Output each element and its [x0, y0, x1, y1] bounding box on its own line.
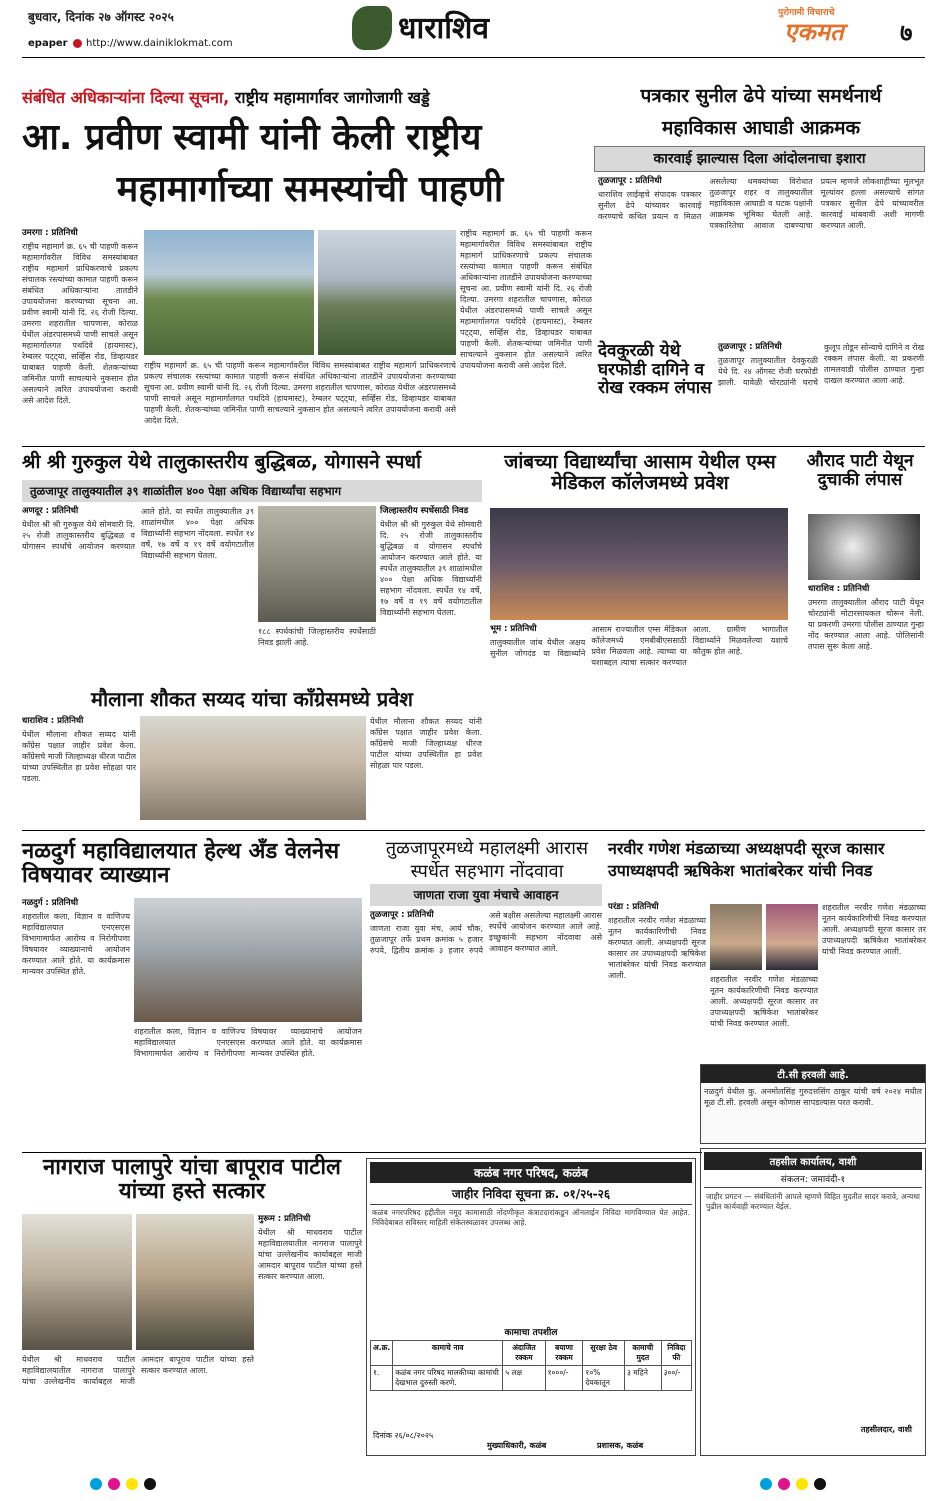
brand-logo: एकमत	[784, 18, 844, 46]
right-headline-1: पत्रकार सुनील ढेपे यांच्या समर्थनार्थ	[640, 85, 882, 107]
theft-byline: तुळजापूर : प्रतिनिधी	[718, 342, 782, 352]
palapure-headline: नागराज पालापुरे यांचा बापूराव पाटील यांच्या हस्ते सत्कार	[43, 1155, 341, 1205]
website-url[interactable]: http://www.dainiklokmat.com	[86, 38, 233, 49]
table-row	[371, 1366, 692, 1391]
black-dot	[814, 1478, 826, 1490]
ganesh-text-3: शहरातील नरवीर गणेश मंडळाच्या नूतन कार्यकारिणीची निवड करण्यात आली. अध्यक्षपदी सूरज कासार तर उपाध्यक्षपदी ऋषिकेश भातांबरेकर यांची निवड करण्यात आली.	[822, 903, 926, 956]
ganesh-photo-2	[766, 904, 818, 970]
tc-notice	[700, 1064, 926, 1144]
top-photo	[144, 230, 314, 355]
palapure-body: येथील श्री माधवराव पाटील महाविद्यालयातील नागराज पालापुरे यांचा उल्लेखनीय कार्याबद्दल माजी आमदार बापूराव पाटील यांच्या हस्ते सत्कार करण्यात आला.	[258, 1228, 362, 1281]
maulana-headline: मौलाना शौकत सय्यद यांचा काँग्रेसमध्ये प्रवेश	[91, 687, 413, 711]
palapure-byline: मुरूम : प्रतिनिधी	[258, 1214, 311, 1224]
black-dot	[144, 1478, 156, 1490]
naldurg-text-2: शहरातील कला, विज्ञान व वाणिज्य महाविद्यालयात एनएसएस विभागामार्फत आरोग्य व निरोगीपणा विषयावर व्याख्यानाचे आयोजन करण्यात आले होते. या कार्यक्रमास मान्यवर उपस्थित होते.	[134, 1027, 362, 1058]
mahalaxmi-strap-text: जाणता राजा युवा मंचाचे आवाहन	[413, 888, 559, 902]
tender-table-header	[371, 1341, 692, 1366]
yellow-dot	[126, 1478, 138, 1490]
gurukul-results-text: येथील श्री श्री गुरुकुल येथे सोमवारी दि. २५ रोजी तालुकास्तरीय बुद्धिबळ व योगासन स्पर्धांचे आयोजन करण्यात आले होते. या स्पर्धेत तालुक्यातील ३९ शाळांमधील ४०० पेक्षा अधिक विद्यार्थ्यांनी सहभाग नोंदवला. स्पर्धेत १४ वर्षे, १७ वर्षे व १९ वर्षे वयोगटातील विद्यार्थ्यांनी सहभाग घेतला.	[380, 520, 482, 617]
td-work: कळंब नगर परिषद मालकीच्या कामांची देखभाल दुरुस्ती करणे.	[393, 1366, 503, 1391]
right-strap	[594, 146, 925, 172]
kicker-line	[22, 86, 592, 108]
naldurg-body: शहरातील कला, विज्ञान व वाणिज्य महाविद्यालयात एनएसएस विभागामार्फत आरोग्य व निरोगीपणा विषयावर व्याख्यानाचे आयोजन करण्यात आले होते. या कार्यक्रमास मान्यवर उपस्थित होते.	[22, 912, 130, 976]
aiims-photo	[490, 508, 788, 620]
palapure-photo-2	[136, 1214, 254, 1350]
ganesh-photo-1	[710, 904, 762, 970]
right-headline-2: महाविकास आघाडी आक्रमक	[661, 117, 861, 139]
tender-table-title: कामाचा तपशील	[504, 1328, 558, 1338]
aiims-body: तालुक्यातील जांब येथील अक्षय सुनील जोगदंड या विद्यार्थ्याने आसाम राज्यातील एम्स मेडिकल कॉलेजमध्ये एमबीबीएससाठी प्रवेश मिळवला आहे. त्याच्या या यशाबद्दल त्याचा सत्कार करण्यात आला. ग्रामीण भागातील विद्यार्थ्याने मिळवलेल्या यशाचे कौतुक होत आहे.	[490, 625, 788, 667]
tender-sign-right: प्रशासक, कळंब	[597, 1441, 644, 1450]
top-headline-2: महामार्गाच्या समस्यांची पाहणी	[116, 169, 504, 210]
naldurg-text	[22, 898, 130, 1148]
divider-1	[22, 446, 925, 447]
magenta-dot	[108, 1478, 120, 1490]
maulana-body: येथील मौलाना शौकत सय्यद यांनी काँग्रेस पक्षात जाहीर प्रवेश केला. काँग्रेसचे माजी जिल्हाध्यक्ष धीरज पाटील यांच्या उपस्थितीत हा प्रवेश सोहळा पार पडला.	[22, 730, 136, 783]
td-emd: १०००/-	[545, 1366, 583, 1391]
td-fee: ३००/-	[661, 1366, 691, 1391]
td-sr: १.	[371, 1366, 393, 1391]
gurukul-body: येथील श्री श्री गुरुकुल येथे सोमवारी दि. २५ रोजी तालुकास्तरीय बुद्धिबळ व योगासन स्पर्धांचे आयोजन करण्यात आले होते. या स्पर्धेत तालुक्यातील ३९ शाळांमधील ४०० पेक्षा अधिक विद्यार्थ्यांनी सहभाग नोंदवला. स्पर्धेत १४ वर्षे, १७ वर्षे व १९ वर्षे वयोगटातील विद्यार्थ्यांनी सहभाग घेतला.	[22, 507, 254, 560]
globe-icon	[73, 39, 82, 48]
td-security: १०% देयकातून	[583, 1366, 625, 1391]
gurukul-text	[22, 506, 254, 686]
mahalaxmi-body: जाणता राजा युवा मंच, आर्य चौक, तुळजापूर तर्फे प्रथम क्रमांक ५ हजार रुपये, द्वितीय क्रमांक ३ हजार रुपये असे बक्षीस असलेल्या महालक्ष्मी आरास स्पर्धेचे आयोजन करण्यात आले आहे. इच्छुकांनी सहभाग नोंदवावा असे आवाहन करण्यात आले.	[370, 911, 602, 955]
epaper-label: epaper	[28, 38, 68, 49]
tender-subtitle: जाहीर निविदा सूचना क्र. ०१/२५-२६	[370, 1183, 692, 1205]
divider-3	[22, 1152, 702, 1153]
kicker-rest: राष्ट्रीय महामार्गावर जागोजागी खड्डे	[234, 88, 430, 107]
th-period: कामाची मुदत	[625, 1341, 662, 1366]
gurukul-results	[380, 506, 482, 686]
top-photo-2	[318, 230, 456, 355]
top-text: राष्ट्रीय महामार्ग क्र. ६५ ची पाहणी करून महामार्गावरील विविध समस्यांबाबत राष्ट्रीय महामार्ग प्राधिकरणाचे प्रकल्प संचालक रस्त्यांच्या कामात पाहणी करून संबंधित अधिकाऱ्यांना तातडीने उपाययोजना करण्याच्या सूचना आ. प्रवीण स्वामी यांनी दि. २६ रोजी दिल्या. उमरगा शहरातील चापणास, कोराळ येथील अंडरपासमध्ये पाणी साचले असून महामार्गालगत पथदिवे (हायमास्ट), रेम्बलर पट्ट्या, सर्व्हिस रोड, डिव्हायडर याबाबत पाहणी केली. शेतकऱ्यांच्या जमिनीत पाणी साचल्याने नुकसान होत असल्याने त्वरित उपाययोजना करावी असे आदेश दिले.	[22, 242, 138, 405]
th-security: सुरक्षा ठेव	[583, 1341, 625, 1366]
tender-notice	[366, 1158, 696, 1456]
td-period: ३ महिने	[625, 1366, 662, 1391]
tc-notice-text: नळदुर्ग येथील कु. अनमोलसिंह गुरुदत्तसिंग ठाकूर यांची वर्ष २०२४ मधील मूळ टी.सी. हरवली असून कोणास सापडल्यास परत करावी.	[704, 1087, 922, 1107]
gurukul-strap	[22, 480, 482, 502]
top-headline-1: आ. प्रवीण स्वामी यांनी केली राष्ट्रीय	[22, 117, 482, 158]
th-work: कामाचे नाव	[393, 1341, 503, 1366]
cyan-dot	[760, 1478, 772, 1490]
theft-body: तुळजापूर तालुक्यातील देवकुरळी येथे दि. २४ ऑगस्ट रोजी घरफोडी झाली. यावेळी चोरट्यांनी घराचे कुलूप तोडून सोन्याचे दागिने व रोख रक्कम लंपास केली. या प्रकरणी तामलवाडी पोलीस ठाण्यात गुन्हा दाखल करण्यात आला आहे.	[718, 343, 924, 387]
aiims-headline: जांबच्या विद्यार्थ्यांचा आसाम येथील एम्स मेडिकल कॉलेजमध्ये प्रवेश	[504, 451, 776, 494]
tender-table	[370, 1340, 692, 1391]
tahsil-subtitle: संकलन: जमावंदी-१	[704, 1170, 922, 1188]
top-story-cont-2: राष्ट्रीय महामार्ग क्र. ६५ ची पाहणी करून महामार्गावरील विविध समस्यांबाबत राष्ट्रीय महामार्ग प्राधिकरणाचे प्रकल्प संचालक रस्त्यांच्या कामात पाहणी करून संबंधित अधिकाऱ्यांना तातडीने उपाययोजना करण्याच्या सूचना आ. प्रवीण स्वामी यांनी दि. २६ रोजी दिल्या. उमरगा शहरातील चापणास, कोराळ येथील अंडरपासमध्ये पाणी साचले असून महामार्गालगत पथदिवे (हायमास्ट), रेम्बलर पट्ट्या, सर्व्हिस रोड, डिव्हायडर याबाबत पाहणी केली. शेतकऱ्यांच्या जमिनीत पाणी साचल्याने नुकसान होत असल्याने त्वरित उपाययोजना करावी असे आदेश दिले.	[460, 229, 592, 370]
palapure-photo-1	[22, 1214, 132, 1350]
mahalaxmi-headline: तुळजापूरमध्ये महालक्ष्मी आरास स्पर्धेत सहभाग नोंदवावा	[385, 838, 589, 882]
ausa-text	[808, 584, 924, 824]
th-sr: अ.क्र.	[371, 1341, 393, 1366]
maulana-text-2: येथील मौलाना शौकत सय्यद यांनी काँग्रेस पक्षात जाहीर प्रवेश केला. काँग्रेसचे माजी जिल्हाध्यक्ष धीरज पाटील यांच्या उपस्थितीत हा प्रवेश सोहळा पार पडला.	[370, 717, 482, 770]
mahalaxmi-strap	[370, 884, 602, 906]
masthead	[0, 0, 945, 78]
registration-marks-right	[760, 1478, 880, 1492]
maulana-photo	[140, 716, 366, 820]
right-strap-text: कारवाई झाल्यास दिला आंदोलनाचा इशारा	[653, 151, 866, 167]
naldurg-photo	[134, 898, 362, 1022]
tahsil-text: जाहीर प्रगटन — संबंधितांनी आपले म्हणणे विहित मुदतीत सादर करावे, अन्यथा पुढील कार्यवाही करण्यात येईल.	[706, 1192, 920, 1211]
section-title: धाराशिव	[398, 11, 490, 46]
gurukul-photo	[258, 506, 376, 622]
ganesh-headline: नरवीर गणेश मंडळाच्या अध्यक्षपदी सूरज कासार उपाध्यक्षपदी ऋषिकेश भातांबरेकर यांची निवड	[608, 839, 885, 880]
right-byline: तुळजापूर : प्रतिनिधी	[598, 176, 662, 186]
ganesh-body: शहरातील नरवीर गणेश मंडळाच्या नूतन कार्यकारिणीची निवड करण्यात आली. अध्यक्षपदी सूरज कासार तर उपाध्यक्षपदी ऋषिकेश भातांबरेकर यांची निवड करण्यात आली.	[608, 916, 706, 980]
naldurg-byline: नळदुर्ग : प्रतिनिधी	[22, 898, 79, 908]
mahalaxmi-byline: तुळजापूर : प्रतिनिधी	[370, 910, 434, 920]
tender-title: कळंब नगर परिषद, कळंब	[370, 1162, 692, 1183]
tender-date: दिनांक २६/०८/२०२५	[373, 1431, 434, 1440]
registration-marks-left	[90, 1478, 210, 1492]
gurukul-results-title: जिल्हास्तरीय स्पर्धेसाठी निवड	[380, 506, 469, 516]
cyan-dot	[90, 1478, 102, 1490]
ganesh-text-2: शहरातील नरवीर गणेश मंडळाच्या नूतन कार्यकारिणीची निवड करण्यात आली. अध्यक्षपदी सूरज कासार तर उपाध्यक्षपदी ऋषिकेश भातांबरेकर यांची निवड करण्यात आली.	[710, 975, 818, 1028]
page-number: ७	[900, 19, 913, 47]
gurukul-byline: अणदूर : प्रतिनिधी	[22, 506, 79, 516]
map-icon	[352, 6, 392, 50]
maulana-byline: धाराशिव : प्रतिनिधी	[22, 716, 84, 726]
th-fee: निविदा फी	[661, 1341, 691, 1366]
tahsil-title: तहसील कार्यालय, वाशी	[704, 1152, 922, 1170]
magenta-dot	[778, 1478, 790, 1490]
theft-headline: देवकुरळी येथे घरफोडी दागिने व रोख रक्कम लंपास	[598, 341, 712, 399]
masthead-rule	[22, 57, 925, 58]
palapure-text-2: येथील श्री माधवराव पाटील महाविद्यालयातील नागराज पालापुरे यांचा उल्लेखनीय कार्याबद्दल माजी आमदार बापूराव पाटील यांच्या हस्ते सत्कार करण्यात आला.	[22, 1355, 254, 1386]
th-emd: बयाणा रक्कम	[545, 1341, 583, 1366]
td-estimate: ५ लक्ष	[503, 1366, 545, 1391]
gurukul-strap-text: तुळजापूर तालुक्यातील ३९ शाळांतील ४०० पेक्षा अधिक विद्यार्थ्यांचा सहभाग	[30, 484, 342, 498]
top-byline: उमरगा : प्रतिनिधी	[22, 228, 78, 238]
tc-notice-title: टी.सी हरवली आहे.	[701, 1065, 925, 1083]
masthead-date: बुधवार, दिनांक २७ ऑगस्ट २०२५	[28, 10, 174, 24]
top-story-cont: राष्ट्रीय महामार्ग क्र. ६५ ची पाहणी करून महामार्गावरील विविध समस्यांबाबत राष्ट्रीय महामार्ग प्राधिकरणाचे प्रकल्प संचालक रस्त्यांच्या कामात पाहणी करून संबंधित अधिकाऱ्यांना तातडीने उपाययोजना करण्याच्या सूचना आ. प्रवीण स्वामी यांनी दि. २६ रोजी दिल्या. उमरगा शहरातील चापणास, कोराळ येथील अंडरपासमध्ये पाणी साचले असून महामार्गालगत पथदिवे (हायमास्ट), रेम्बलर पट्ट्या, सर्व्हिस रोड, डिव्हायडर याबाबत पाहणी केली. शेतकऱ्यांच्या जमिनीत पाणी साचल्याने नुकसान होत असल्याने त्वरित उपाययोजना करावी असे आदेश दिले.	[144, 361, 456, 425]
th-estimate: अंदाजित रक्कम	[503, 1341, 545, 1366]
aiims-text	[490, 624, 788, 824]
kicker-red: संबंधित अधिकाऱ्यांना दिल्या सूचना,	[22, 88, 230, 107]
ausa-headline: औराद पाटी येथून दुचाकी लंपास	[806, 451, 914, 490]
yellow-dot	[796, 1478, 808, 1490]
ganesh-byline: परंडा : प्रतिनिधी	[608, 902, 659, 912]
right-text: धाराशिव लाईव्हचे संपादक पत्रकार सुनील ढेपे यांच्यावर कारवाई करण्याचे कथित प्रयत्न व मिळत असलेल्या धमक्यांच्या विरोधात तुळजापूर शहर व तालुक्यातील महाविकास आघाडी व घटक पक्षांनी आक्रमक भूमिका घेतली आहे. पत्रकारितेचा आवाज दाबण्याचा प्रयत्न म्हणजे लोकशाहीच्या मूलभूत मूल्यांवर हल्ला असल्याचे सांगत पत्रकार सुनील ढेपे यांच्यावरील कारवाई थांबवावी अशी मागणी करण्यात आली.	[598, 177, 924, 230]
ausa-body: उमरगा तालुक्यातील औराद पाटी येथून चोरट्यांनी मोटारसायकल चोरून नेली. या प्रकरणी उमरगा पोलीस ठाण्यात गुन्हा नोंद करण्यात आला आहे. पोलिसांनी तपास सुरू केला आहे.	[808, 598, 924, 651]
gurukul-caption: १८८ स्पर्धकांची जिल्हास्तरीय स्पर्धेसाठी निवड झाली आहे.	[258, 627, 376, 647]
brand-tag: पुरोगामी विचाराचे	[778, 8, 835, 18]
mahalaxmi-text	[370, 910, 602, 1150]
theft-text	[718, 342, 924, 442]
ausa-byline: धाराशिव : प्रतिनिधी	[808, 584, 870, 594]
tender-text: कळंब नगरपरिषद हद्दीतील नमूद कामासाठी नोंदणीकृत कंत्राटदारांकडून ऑनलाईन निविदा मागविण्यात येत आहेत. निविदेबाबत सविस्तर माहिती संकेतस्थळावर उपलब्ध आहे.	[372, 1208, 690, 1227]
tender-sign-left: मुख्याधिकारी, कळंब	[487, 1441, 547, 1450]
top-story-text	[22, 228, 138, 418]
ganesh-text	[608, 902, 706, 1062]
palapure-text	[258, 1214, 362, 1454]
aiims-byline: भूम : प्रतिनिधी	[490, 624, 537, 634]
divider-2	[22, 830, 925, 831]
tahsil-sign: तहसीलदार, वाशी	[860, 1425, 912, 1434]
right-top-text	[598, 176, 924, 336]
crime-photo	[808, 514, 920, 580]
maulana-text	[22, 716, 136, 826]
naldurg-headline: नळदुर्ग महाविद्यालयात हेल्थ अँड वेलनेस विषयावर व्याख्यान	[22, 839, 340, 889]
tahsil-notice	[700, 1148, 926, 1456]
gurukul-headline: श्री श्री गुरुकुल येथे तालुकास्तरीय बुद्धिबळ, योगासने स्पर्धा	[22, 451, 422, 473]
